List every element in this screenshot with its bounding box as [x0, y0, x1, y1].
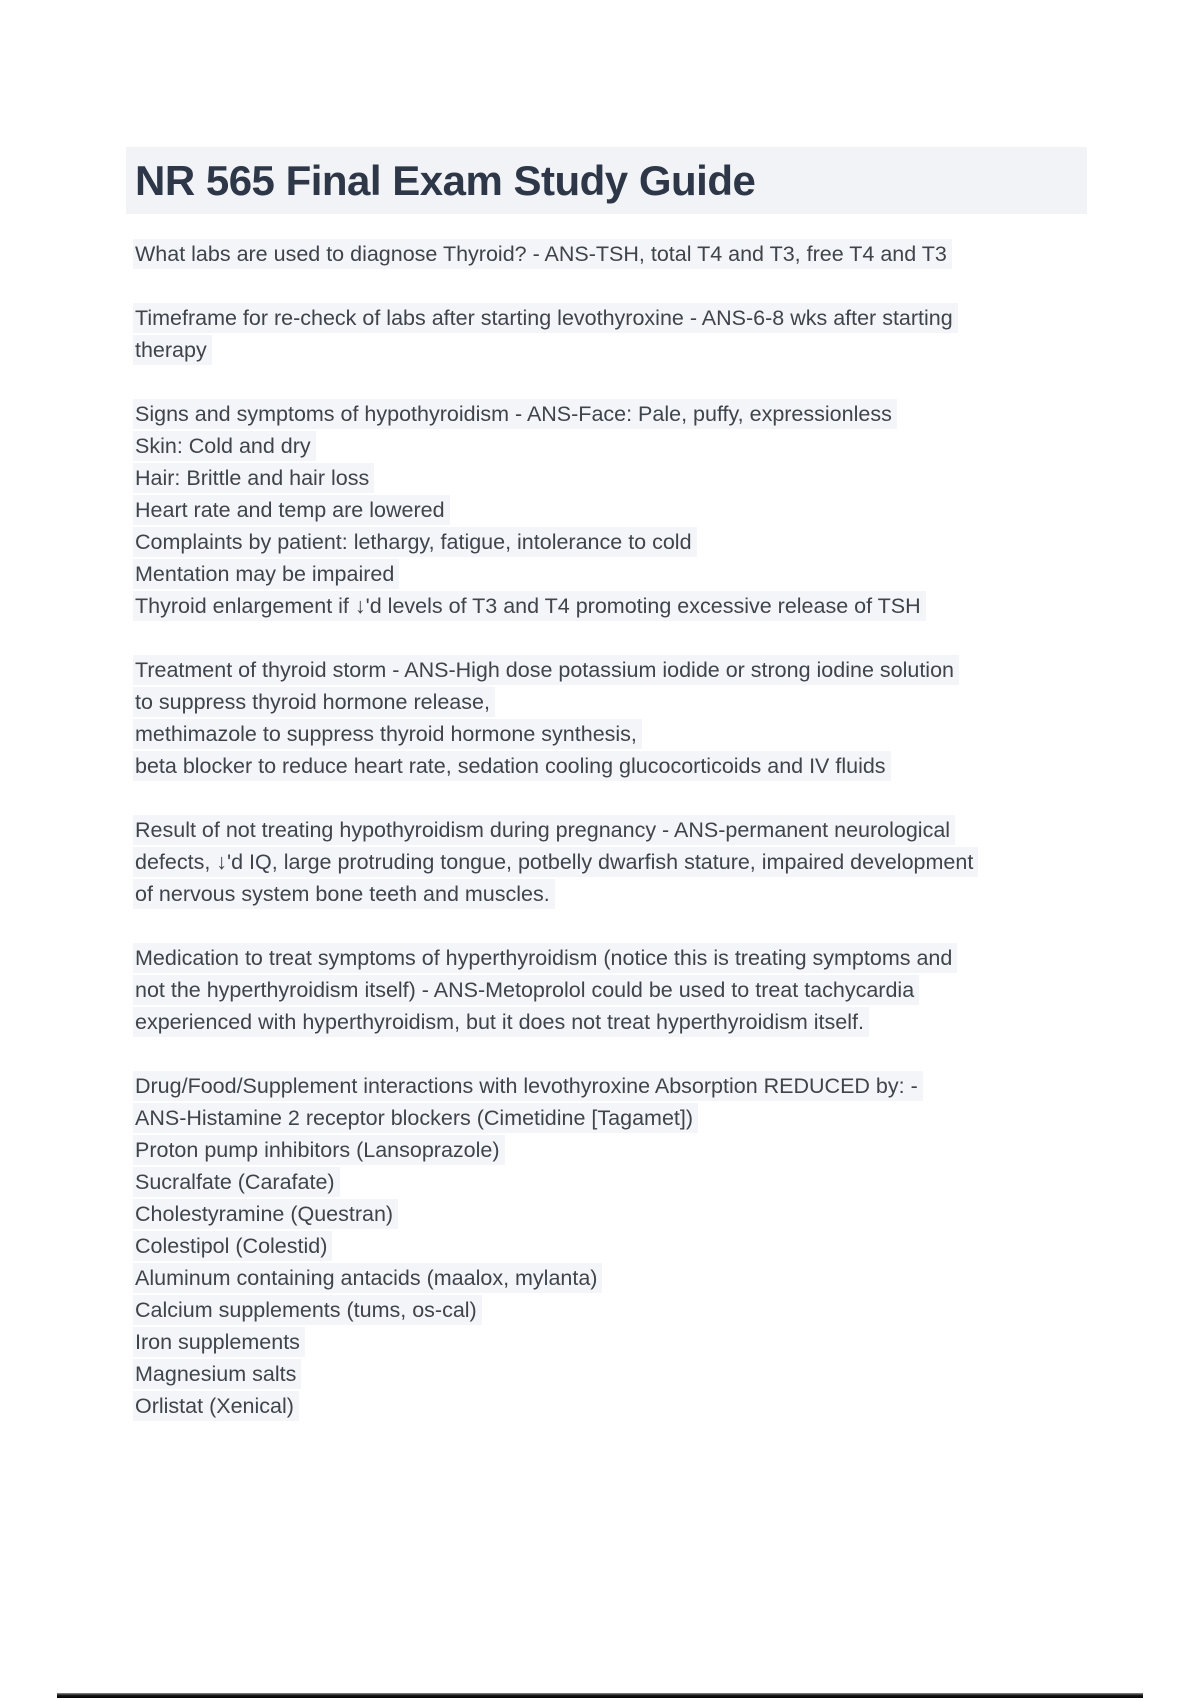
highlighted-text: Orlistat (Xenical) — [133, 1391, 299, 1421]
highlighted-text: therapy — [133, 335, 212, 365]
highlighted-text: Calcium supplements (tums, os-cal) — [133, 1295, 482, 1325]
text-line — [135, 238, 1025, 270]
text-line — [135, 1070, 1025, 1102]
highlighted-text: Result of not treating hypothyroidism during pregnancy - ANS-permanent neurological — [133, 815, 955, 845]
highlighted-text: Hair: Brittle and hair loss — [133, 463, 374, 493]
text-line — [135, 1230, 1025, 1262]
paragraph — [135, 814, 1025, 910]
text-line — [135, 558, 1025, 590]
text-line — [135, 1326, 1025, 1358]
highlighted-text: Skin: Cold and dry — [133, 431, 316, 461]
paragraph — [135, 1070, 1025, 1422]
highlighted-text: to suppress thyroid hormone release, — [133, 687, 495, 717]
text-line — [135, 1166, 1025, 1198]
text-line — [135, 494, 1025, 526]
highlighted-text: methimazole to suppress thyroid hormone synthesis, — [133, 719, 642, 749]
highlighted-text: Heart rate and temp are lowered — [133, 495, 450, 525]
text-line — [135, 1358, 1025, 1390]
paragraph — [135, 302, 1025, 366]
text-line — [135, 1390, 1025, 1422]
document-body — [135, 238, 1025, 1454]
highlighted-text: Cholestyramine (Questran) — [133, 1199, 398, 1229]
page-title: NR 565 Final Exam Study Guide — [135, 156, 756, 204]
text-line — [135, 974, 1025, 1006]
paragraph — [135, 942, 1025, 1038]
text-line — [135, 526, 1025, 558]
paragraph — [135, 238, 1025, 270]
text-line — [135, 430, 1025, 462]
highlighted-text: Magnesium salts — [133, 1359, 301, 1389]
text-line — [135, 398, 1025, 430]
text-line — [135, 654, 1025, 686]
text-line — [135, 302, 1025, 334]
text-line — [135, 1134, 1025, 1166]
highlighted-text: beta blocker to reduce heart rate, sedation cooling glucocorticoids and IV fluids — [133, 751, 891, 781]
text-line — [135, 462, 1025, 494]
highlighted-text: What labs are used to diagnose Thyroid? - ANS-TSH, total T4 and T3, free T4 and T3 — [133, 239, 952, 269]
highlighted-text: Complaints by patient: lethargy, fatigue, intolerance to cold — [133, 527, 697, 557]
text-line — [135, 1262, 1025, 1294]
text-line — [135, 718, 1025, 750]
highlighted-text: Iron supplements — [133, 1327, 305, 1357]
text-line — [135, 750, 1025, 782]
text-line — [135, 590, 1025, 622]
highlighted-text: Drug/Food/Supplement interactions with levothyroxine Absorption REDUCED by: - — [133, 1071, 923, 1101]
text-line — [135, 334, 1025, 366]
text-line — [135, 1294, 1025, 1326]
highlighted-text: Thyroid enlargement if ↓'d levels of T3 and T4 promoting excessive release of TSH — [133, 591, 926, 621]
text-line — [135, 878, 1025, 910]
highlighted-text: Proton pump inhibitors (Lansoprazole) — [133, 1135, 505, 1165]
highlighted-text: defects, ↓'d IQ, large protruding tongue, potbelly dwarfish stature, impaired development — [133, 847, 978, 877]
text-line — [135, 1006, 1025, 1038]
text-line — [135, 1102, 1025, 1134]
highlighted-text: of nervous system bone teeth and muscles. — [133, 879, 555, 909]
text-line — [135, 1198, 1025, 1230]
text-line — [135, 814, 1025, 846]
highlighted-text: Sucralfate (Carafate) — [133, 1167, 340, 1197]
highlighted-text: ANS-Histamine 2 receptor blockers (Cimetidine [Tagamet]) — [133, 1103, 698, 1133]
highlighted-text: Colestipol (Colestid) — [133, 1231, 332, 1261]
highlighted-text: Aluminum containing antacids (maalox, mylanta) — [133, 1263, 602, 1293]
highlighted-text: Timeframe for re-check of labs after starting levothyroxine - ANS-6-8 wks after starting — [133, 303, 958, 333]
highlighted-text: Mentation may be impaired — [133, 559, 399, 589]
highlighted-text: Treatment of thyroid storm - ANS-High dose potassium iodide or strong iodine solution — [133, 655, 959, 685]
title-banner — [126, 147, 1087, 214]
paragraph — [135, 398, 1025, 622]
text-line — [135, 846, 1025, 878]
text-line — [135, 942, 1025, 974]
paragraph — [135, 654, 1025, 782]
text-line — [135, 686, 1025, 718]
highlighted-text: not the hyperthyroidism itself) - ANS-Metoprolol could be used to treat tachycardia — [133, 975, 919, 1005]
highlighted-text: experienced with hyperthyroidism, but it does not treat hyperthyroidism itself. — [133, 1007, 869, 1037]
highlighted-text: Medication to treat symptoms of hyperthyroidism (notice this is treating symptoms and — [133, 943, 957, 973]
next-page-edge-divider — [57, 1693, 1143, 1698]
highlighted-text: Signs and symptoms of hypothyroidism - ANS-Face: Pale, puffy, expressionless — [133, 399, 897, 429]
